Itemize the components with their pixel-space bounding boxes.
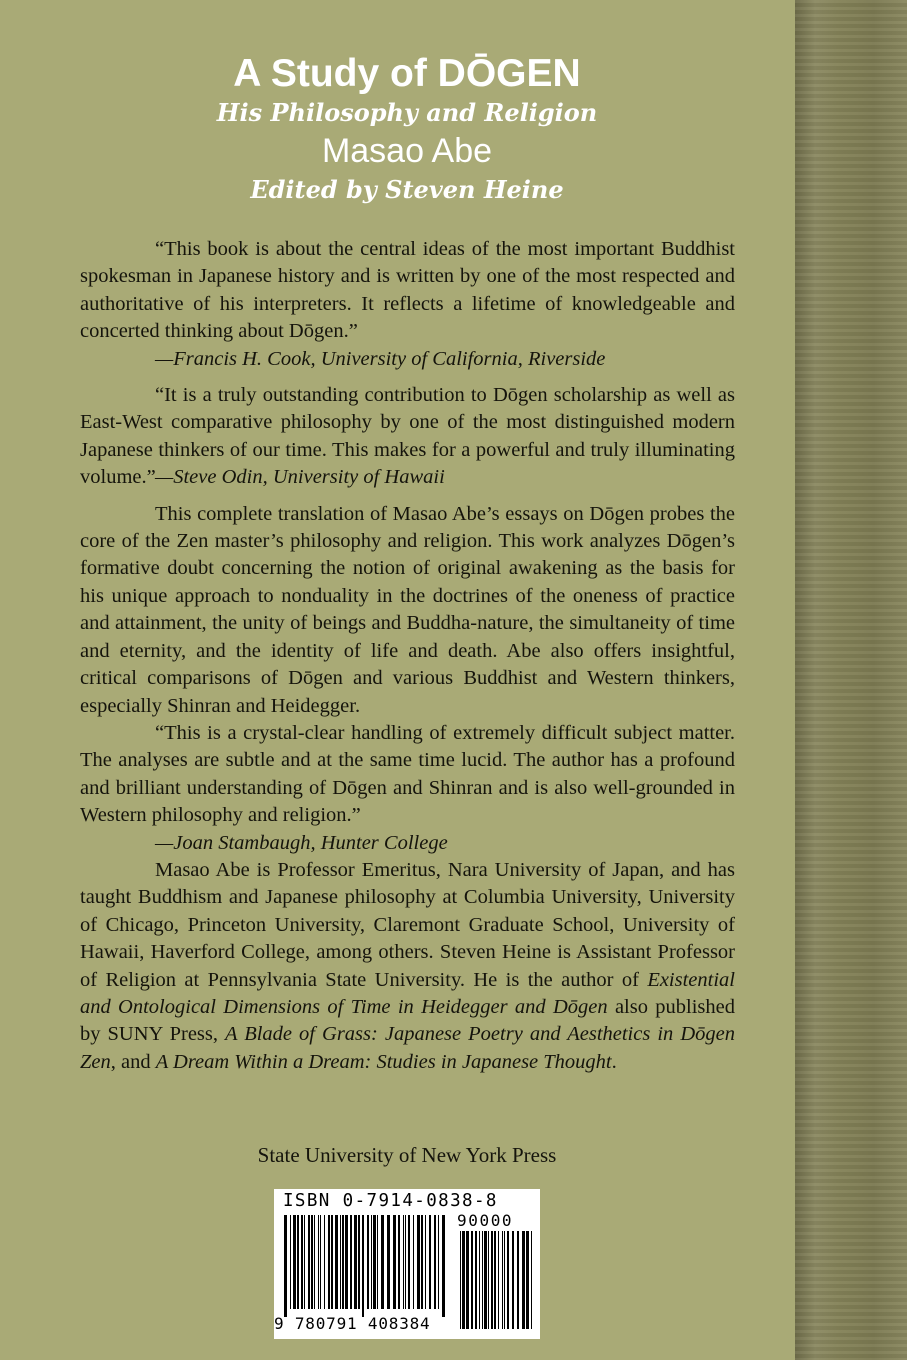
barcode-bar [488,1231,489,1329]
barcode-bar [335,1215,338,1309]
barcode-bar [429,1215,431,1309]
isbn-number: ISBN 0-7914-0838-8 [283,1191,498,1211]
barcode-bar [471,1231,473,1329]
barcode-bar [517,1231,519,1329]
barcode-bar [475,1231,477,1329]
barcode-bar [284,1215,287,1317]
blurb-2-text: “It is a truly outstanding contribution to Dōgen scholarship as well as East-West comparative philosophy by one of the most distinguished modern Japanese thinkers of our time. This makes for a powerful and truly illuminating volume.” [80,384,735,489]
book-editor: Edited by Steven Heine [250,175,564,204]
barcode-bar [367,1215,369,1309]
book-subtitle: His Philosophy and Religion [216,98,598,127]
barcode-bar [421,1215,423,1309]
blurb-3-text: “This is a crystal-clear handling of extremely difficult subject matter. The analyses are subtle and at the same time lucid. The author has a profound and brilliant understanding of Dōgen and Shinran and is also well-grounded in Western philosophy and religion.” [80,721,735,827]
author-bio [80,857,735,1076]
barcode-bar [512,1231,514,1329]
blurb-2-attribution: —Steve Odin, University of Hawaii [155,466,445,489]
barcode-bar [434,1215,436,1309]
bio-book-1: Existential and Ontological Dimensions of Time in Heidegger and Dōgen [80,968,735,1018]
barcode-bar [398,1215,400,1309]
barcode-bar [462,1231,465,1329]
barcode-bar [507,1231,509,1329]
barcode-bar [387,1215,390,1309]
bio-book-3: A Dream Within a Dream: Studies in Japanese Thought [155,1050,612,1073]
barcode-bar [438,1215,439,1309]
barcode-bar [324,1215,325,1309]
ean-number: 9 780791 408384 [274,1314,431,1333]
barcode-bar [328,1215,330,1309]
bio-part-2: also published by SUNY Press, [80,995,735,1046]
barcode-bar [403,1215,404,1309]
barcode-bar [442,1215,445,1317]
book-description: This complete translation of Masao Abe’s essays on Dōgen probes the core of the Zen master’s philosophy and religion. This work analyzes Dōgen’s formative doubt concerning the notion of original awakening as the basis for his unique approach to nonduality in the doctrines of the oneness of practice and attainment, the unity of beings and Buddha-nature, the simultaneity of time and eternity, and the identity of life and death. Abe also offers insightful, critical comparisons of Dōgen and various Buddhist and Western thinkers, especially Shinran and Heidegger. [80,502,735,717]
blurb-1-text: “This book is about the central ideas of the most important Buddhist spokesman in Japanese history and is written by one of the most respected and authoritative of his interpreters. It reflects a lifetime of knowledgeable and concerted thinking about Dōgen.” [80,238,735,343]
barcode-bar [301,1215,303,1309]
barcode-bar [522,1231,525,1329]
barcode-bar [377,1215,378,1309]
barcode-bar [381,1215,384,1309]
barcode-bar [460,1231,461,1329]
barcode-bar [413,1215,414,1309]
barcode-bar [531,1231,532,1329]
barcode-bar [494,1231,496,1329]
bio-part-4: . [611,1050,617,1073]
barcode-bar [358,1215,360,1309]
barcode-bar [345,1215,348,1309]
barcode-bar [405,1215,406,1309]
barcode-bar [297,1215,299,1309]
price-code: 90000 [457,1211,514,1230]
barcode-bar [318,1215,319,1309]
barcode-bar [293,1215,296,1309]
barcode-bar [425,1215,426,1309]
barcode-bar [304,1215,305,1309]
publisher-name: State University of New York Press [257,1143,557,1167]
blurb-3-attribution: —Joan Stambaugh, Hunter College [155,831,448,854]
barcode-bar [484,1231,487,1329]
blurb-1-attribution: —Francis H. Cook, University of California, Riverside [155,347,606,370]
barcode-bar [408,1215,410,1309]
barcode-bar [340,1215,341,1309]
barcode-bar [331,1215,333,1309]
barcode-bar [308,1215,310,1309]
bio-part-3: , and [110,1050,156,1073]
barcode-bar [320,1215,321,1309]
spine-edge [795,0,907,1360]
barcode-bar [290,1215,291,1309]
barcode-bar [354,1215,357,1309]
barcode-bar [502,1231,503,1329]
bio-book-2: A Blade of Grass: Japanese Poetry and Aesthetics in Dōgen Zen [80,1023,735,1073]
barcode-bar [371,1215,372,1309]
barcode-bar [491,1231,493,1329]
barcode-bar [466,1231,469,1329]
barcode-bar [314,1215,315,1309]
barcode-bar [350,1215,352,1309]
barcode-bar [526,1231,529,1329]
book-author: Masao Abe [321,132,493,170]
barcode-bar [479,1231,480,1329]
barcode-panel [274,1189,540,1339]
cover-text [80,236,735,1076]
barcode-bar [362,1215,364,1317]
bio-part-1: Masao Abe is Professor Emeritus, Nara University of Japan, and has taught Buddhism and Japanese philosophy at Columbia University, University of Chicago, Princeton University, Claremont Graduate School, University of Hawaii, Haverford College, among others. Steven Heine is Assistant Professor of Religion at Pennsylvania State University. He is the author of [80,858,735,991]
barcode-bar [393,1215,396,1309]
barcode-bar [373,1215,376,1309]
barcode-bar [417,1215,420,1309]
barcode-bar [342,1215,344,1309]
book-title: A Study of DŌGEN [233,52,581,95]
barcode-bar [498,1231,499,1329]
barcode-bar [504,1231,505,1329]
barcode-bar [482,1231,483,1329]
barcode-bar [311,1215,313,1309]
